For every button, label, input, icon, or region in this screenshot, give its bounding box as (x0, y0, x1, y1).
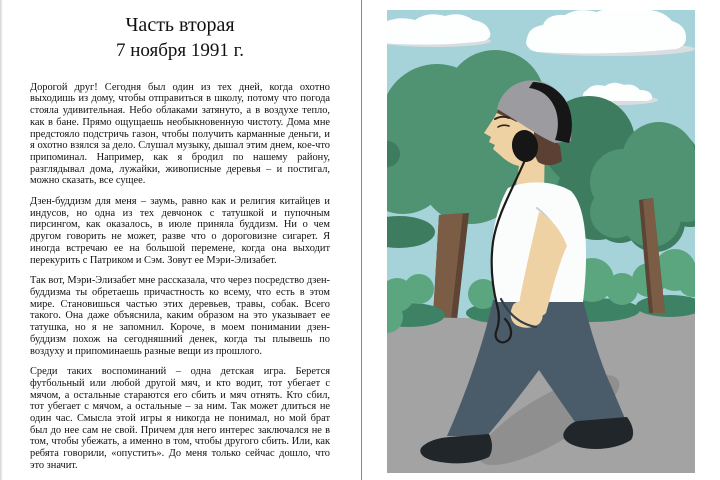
page-title: Часть вторая (125, 14, 235, 36)
park-walk-illustration (387, 10, 695, 473)
page-date: 7 ноября 1991 г. (115, 40, 245, 61)
paragraph-1: Дорогой друг! Сегодня был один из тех дней, когда охотно выходишь из дому, чтобы отправиться в школу, потому что погода стояла удивительная. Небо облаками затянуто, а в воздухе тепло, как в бане. Прямо ощущаешь необыкновенную чистоту. Дома мне предстояло подстричь газон, чтобы получить карманные деньги, и я охотно взялся за дело. Слушал музыку, дышал этим днем, кое-что припоминал. Например, как я бродил по нашему району, разглядывал дома, лужайки, живописные деревья – и постигал, можно сказать, все сущее. (30, 81, 330, 187)
body-text (30, 82, 330, 472)
paragraph-4: Среди таких воспоминаний – одна детская игра. Берется футбольный или любой другой мяч, и кто водит, тот убегает с мячом, а остальные стараются его сбить и мяч отнять. Кто сбил, тот убегает с мячом, а остальные – за ним. Так может длиться не один час. Смысла этой игры я никогда не понимал, но мой брат был до нее сам не свой. Причем для него интерес заключался не в том, чтобы убежать, а именно в том, чтобы другого сбить. Или, как ребята говорили, «опустить». До меня только сейчас дошло, что это значит. (30, 366, 330, 471)
paragraph-2: Дзен-буддизм для меня – заумь, равно как и религия китайцев и индусов, но одна из тех девчонок с татушкой и пупочным пирсингом, как оказалось, в июле приняла буддизм. Ни о чем другом говорить не может, разве что о дороговизне сигарет. Я иногда встречаю ее на большой перемене, когда она выходит перекурить с Патриком и Сэм. Зовут ее Мэри-Элизабет. (30, 196, 330, 266)
page-gutter-line (361, 0, 362, 480)
paragraph-3: Так вот, Мэри-Элизабет мне рассказала, что через посредство дзен-буддизма ты обретаешь причастность ко всему, что есть в этом мире. Становишься частью этих деревьев, травы, собак. Всего такого. Она даже объяснила, каким образом на это указывает ее татушка, но я не запомнил. Короче, в моем понимании дзен-буддизм похож на сегодняшний денек, когда ты плывешь по воздуху и припоминаешь разные вещи из прошлого. (30, 275, 330, 357)
